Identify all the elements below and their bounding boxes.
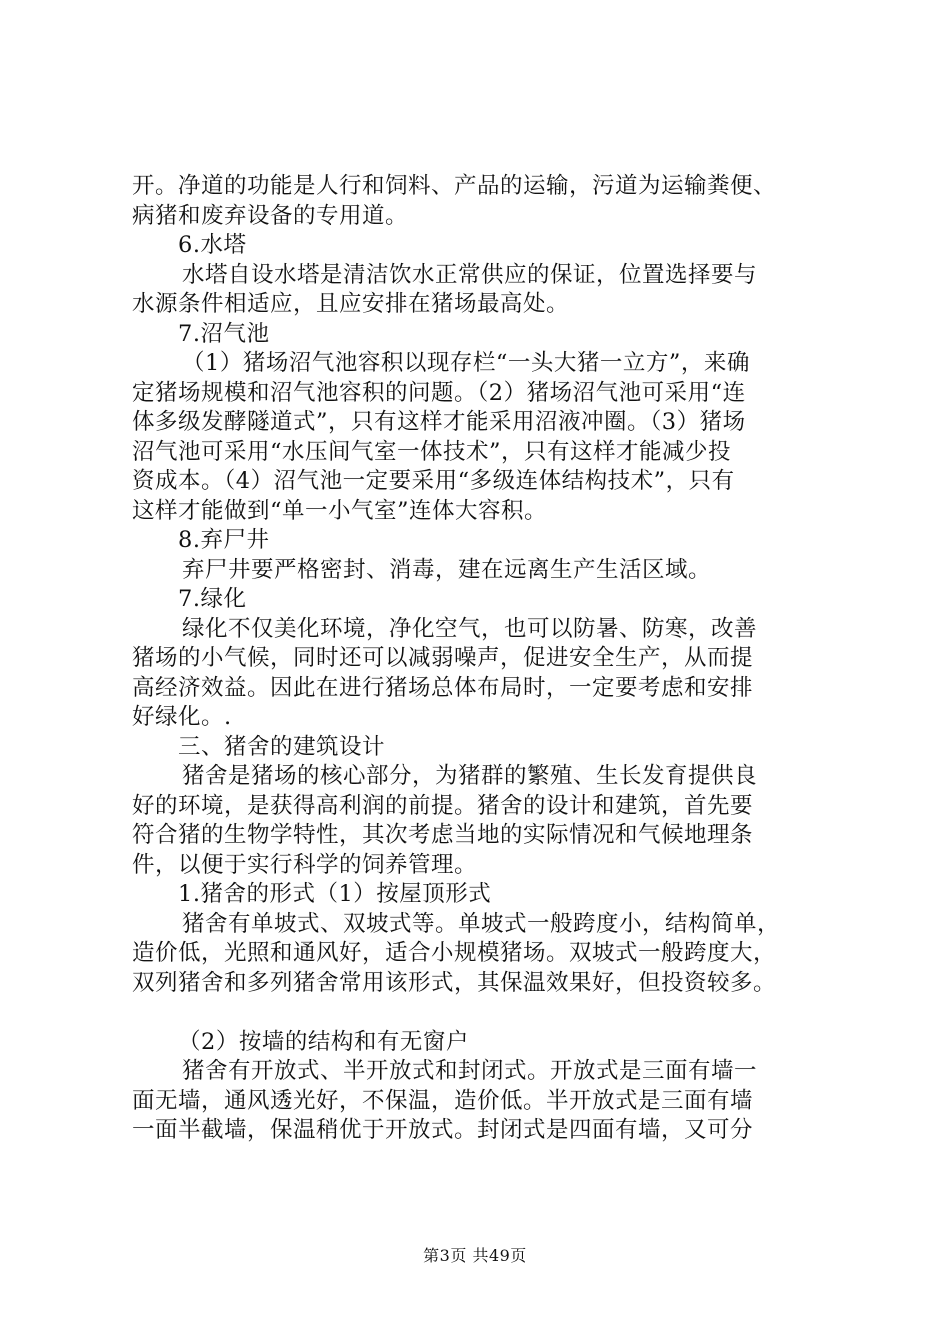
text-line: 弃尸井要严格密封、消毒，建在远离生产生活区域。 xyxy=(182,556,712,583)
text-line: 水源条件相适应，且应安排在猪场最高处。 xyxy=(132,291,570,317)
text-line: 水塔自设水塔是清洁饮水正常供应的保证，位置选择要与 xyxy=(182,261,758,288)
section-heading: 7.绿化 xyxy=(178,586,247,612)
section-heading: 1.猪舍的形式（1）按屋顶形式 xyxy=(178,881,492,907)
text-line: （1）猪场沼气池容积以现存栏“一头大猪一立方”，来确 xyxy=(182,350,750,376)
text-line: 好的环境，是获得高利润的前提。猪舍的设计和建筑，首先要 xyxy=(132,792,754,819)
text-line: 病猪和废弃设备的专用道。 xyxy=(132,202,409,229)
text-line: 一面半截墙，保温稍优于开放式。封闭式是四面有墙，又可分 xyxy=(132,1117,754,1143)
text-line: 件，以便于实行科学的饲养管理。 xyxy=(132,851,478,878)
text-line: 资成本。（4）沼气池一定要采用“多级连体结构技术”，只有 xyxy=(132,468,735,494)
section-heading: （2）按墙的结构和有无窗户 xyxy=(178,1028,469,1055)
text-line: 双列猪舍和多列猪舍常用该形式，其保温效果好，但投资较多。 xyxy=(132,969,777,996)
section-heading: 三、猪舍的建筑设计 xyxy=(178,733,386,760)
paragraph-gap xyxy=(132,998,832,1028)
text-line: 符合猪的生物学特性，其次考虑当地的实际情况和气候地理条 xyxy=(132,822,754,848)
body-text xyxy=(132,172,832,1146)
section-heading: 6.水塔 xyxy=(178,232,247,258)
section-heading: 7.沼气池 xyxy=(178,320,270,347)
text-line: 沼气池可采用“水压间气室一体技术”，只有这样才能减少投 xyxy=(132,438,732,465)
text-line: 猪舍有单坡式、双坡式等。单坡式一般跨度小，结构简单， xyxy=(182,910,781,937)
text-line: 造价低，光照和通风好，适合小规模猪场。双坡式一般跨度大， xyxy=(132,940,777,966)
text-line: 开。净道的功能是人行和饲料、产品的运输，污道为运输粪便、 xyxy=(132,173,777,199)
text-line: 好绿化。. xyxy=(132,704,232,730)
text-line: 绿化不仅美化环境，净化空气，也可以防暑、防寒，改善 xyxy=(182,615,758,642)
page-footer: 第3页 共49页 xyxy=(423,1246,527,1265)
text-line: 这样才能做到“单一小气室”连体大容积。 xyxy=(132,497,548,524)
text-line: 猪舍是猪场的核心部分，为猪群的繁殖、生长发育提供良 xyxy=(182,763,758,789)
section-heading: 8.弃尸井 xyxy=(178,527,270,553)
text-line: 猪场的小气候，同时还可以减弱噪声，促进安全生产，从而提 xyxy=(132,645,754,671)
text-line: 面无墙，通风透光好，不保温，造价低。半开放式是三面有墙 xyxy=(132,1087,754,1114)
text-line: 高经济效益。因此在进行猪场总体布局时，一定要考虑和安排 xyxy=(132,674,754,701)
text-line: 体多级发酵隧道式”，只有这样才能采用沼液冲圈。（3）猪场 xyxy=(132,409,746,435)
text-line: 猪舍有开放式、半开放式和封闭式。开放式是三面有墙一 xyxy=(182,1058,758,1084)
text-line: 定猪场规模和沼气池容积的问题。（2）猪场沼气池可采用“连 xyxy=(132,379,746,406)
